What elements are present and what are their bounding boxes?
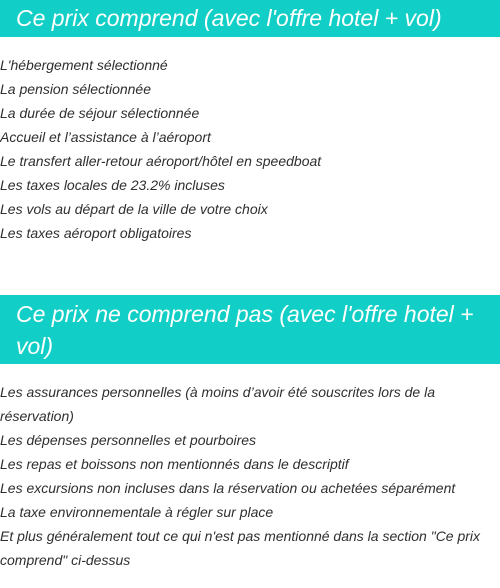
list-item: Les vols au départ de la ville de votre choix xyxy=(0,201,268,217)
list-item: La durée de séjour sélectionnée xyxy=(0,105,200,121)
list-item: Les repas et boissons non mentionnés dans le descriptif xyxy=(0,456,349,472)
excluded-items-list xyxy=(0,380,492,572)
list-item: Les taxes aéroport obligatoires xyxy=(0,225,192,241)
list-item: Les assurances personnelles (à moins d’avoir été souscrites lors de la réservation) xyxy=(0,384,435,424)
list-item: Les dépenses personnelles et pourboires xyxy=(0,432,257,448)
list-item: Le transfert aller-retour aéroport/hôtel en speedboat xyxy=(0,153,322,169)
included-items-list xyxy=(0,53,492,245)
list-item: L'hébergement sélectionné xyxy=(0,57,168,73)
list-item: La pension sélectionnée xyxy=(0,81,152,97)
list-item: La taxe environnementale à régler sur place xyxy=(0,504,274,520)
excluded-section-title: Ce prix ne comprend pas (avec l'offre hotel + vol) xyxy=(0,295,500,364)
list-item: Les excursions non incluses dans la réservation ou achetées séparément xyxy=(0,480,456,496)
list-item: Accueil et l’assistance à l’aéroport xyxy=(0,129,211,145)
list-item: Et plus généralement tout ce qui n'est pas mentionné dans la section "Ce prix comprend" ci-dessus xyxy=(0,528,481,568)
list-item: Les taxes locales de 23.2% incluses xyxy=(0,177,225,193)
included-section-title: Ce prix comprend (avec l'offre hotel + vol) xyxy=(0,0,500,37)
